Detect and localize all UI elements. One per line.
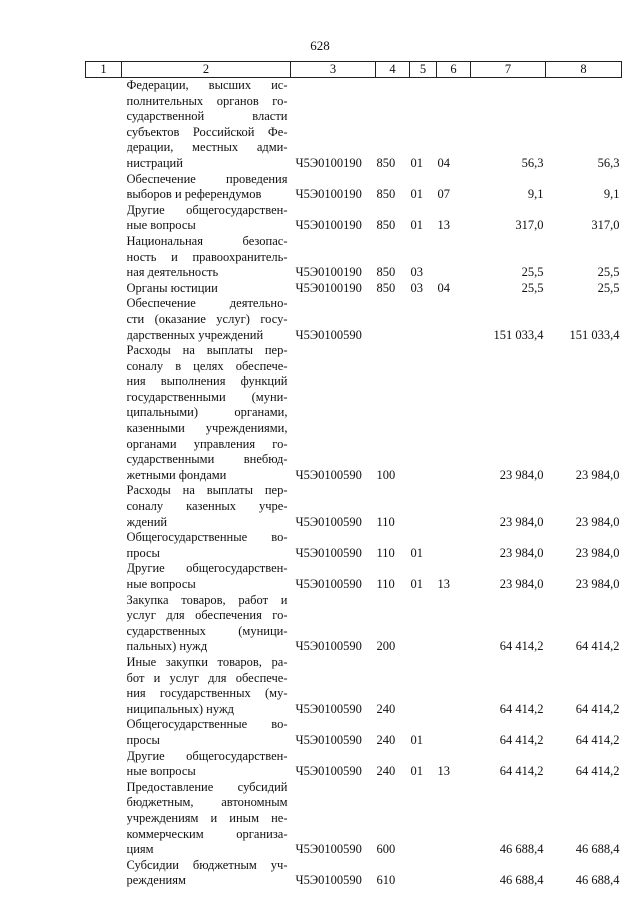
cell-empty (86, 561, 122, 592)
subsection-code (437, 234, 471, 281)
cell-empty (86, 172, 122, 203)
row-description (122, 717, 291, 748)
expense-type-code: 850 (376, 155, 396, 170)
subsection-code: 04 (437, 280, 450, 295)
subsection-code (437, 655, 471, 717)
description-line: соналу казенных учре- (126, 499, 288, 514)
description-line: ниципальных) нужд (126, 701, 234, 716)
expense-type-code: 850 (376, 280, 396, 295)
table-row (86, 203, 622, 234)
cell-empty (86, 234, 122, 281)
description-line: коммерческим организа- (126, 826, 288, 841)
amount-col7: 9,1 (527, 187, 544, 202)
amount-col7: 64 414,2 (499, 732, 544, 747)
cell-empty (86, 593, 122, 655)
amount-col7: 64 414,2 (499, 639, 544, 654)
target-article-code: Ч5Э0100590 (295, 467, 362, 482)
subsection-code (437, 296, 471, 343)
amount-col7: 46 688,4 (499, 842, 544, 857)
budget-table (85, 61, 622, 889)
description-line: выборов и референдумов (126, 187, 262, 202)
amount-col8: 64 414,2 (575, 732, 620, 747)
row-description (122, 483, 291, 530)
subsection-code: 13 (437, 218, 450, 233)
subsection-code (437, 343, 471, 483)
description-line: нистраций (126, 155, 183, 170)
description-line: Общегосударственные во- (126, 530, 288, 545)
section-code (410, 780, 437, 858)
amount-col7: 25,5 (521, 280, 544, 295)
description-line: сти (оказание услуг) госу- (126, 311, 288, 326)
target-article-code: Ч5Э0100190 (295, 155, 362, 170)
cell-empty (86, 780, 122, 858)
description-line: сударственными внебюд- (126, 452, 288, 467)
column-header: 6 (437, 62, 471, 78)
section-code: 03 (410, 280, 423, 295)
cell-empty (86, 749, 122, 780)
subsection-code: 04 (437, 155, 450, 170)
table-header-row (86, 62, 622, 78)
amount-col8: 23 984,0 (575, 514, 620, 529)
expense-type-code: 200 (376, 639, 396, 654)
row-description (122, 749, 291, 780)
amount-col8: 46 688,4 (575, 842, 620, 857)
cell-empty (86, 717, 122, 748)
section-code: 01 (410, 764, 423, 779)
expense-type-code: 600 (376, 842, 396, 857)
section-code: 03 (410, 265, 423, 280)
description-line: соналу в целях обеспече- (126, 358, 288, 373)
column-header: 3 (291, 62, 376, 78)
description-line: субъектов Российской Фе- (126, 124, 288, 139)
amount-col8: 317,0 (591, 218, 620, 233)
target-article-code: Ч5Э0100190 (295, 280, 362, 295)
target-article-code: Ч5Э0100590 (295, 701, 362, 716)
description-line: Общегосударственные во- (126, 717, 288, 732)
row-description (122, 234, 291, 281)
expense-type-code: 610 (376, 873, 396, 888)
description-line: Национальная безопас- (126, 233, 288, 248)
amount-col8: 25,5 (597, 280, 620, 295)
section-code (410, 343, 437, 483)
description-line: Субсидии бюджетным уч- (126, 857, 288, 872)
table-row (86, 296, 622, 343)
description-line: Федерации, высших ис- (126, 78, 288, 92)
amount-col7: 25,5 (521, 265, 544, 280)
row-description (122, 780, 291, 858)
column-header: 4 (376, 62, 410, 78)
cell-empty (86, 78, 122, 172)
amount-col7: 23 984,0 (499, 577, 544, 591)
subsection-code (437, 780, 471, 858)
description-line: бюджетным, автономным (126, 795, 288, 810)
table-row (86, 717, 622, 748)
description-line: Закупка товаров, работ и (126, 592, 288, 607)
subsection-code (437, 483, 471, 530)
table-row (86, 780, 622, 858)
description-line: ные вопросы (126, 764, 196, 779)
table-row (86, 858, 622, 889)
amount-col7: 56,3 (521, 155, 544, 170)
section-code (410, 593, 437, 655)
description-line: Другие общегосударствен- (126, 202, 288, 217)
target-article-code: Ч5Э0100190 (295, 265, 362, 280)
amount-col7: 23 984,0 (499, 545, 544, 560)
description-line: полнительных органов го- (126, 93, 288, 108)
row-description (122, 78, 291, 172)
cell-empty (86, 858, 122, 889)
page-number: 628 (310, 38, 330, 53)
subsection-code (437, 593, 471, 655)
description-line: Расходы на выплаты пер- (126, 343, 288, 358)
expense-type-code: 240 (376, 732, 396, 747)
column-header: 8 (546, 62, 622, 78)
description-line: Органы юстиции (126, 280, 218, 295)
amount-col8: 64 414,2 (575, 701, 620, 716)
table-row (86, 561, 622, 592)
amount-col8: 23 984,0 (575, 545, 620, 560)
section-code (410, 296, 437, 343)
description-line: просы (126, 732, 160, 747)
column-header: 7 (471, 62, 546, 78)
target-article-code: Ч5Э0100590 (295, 514, 362, 529)
description-line: Обеспечение проведения (126, 171, 288, 186)
description-line: ния государственных (му- (126, 686, 288, 701)
target-article-code: Ч5Э0100590 (295, 639, 362, 654)
cell-empty (86, 203, 122, 234)
target-article-code: Ч5Э0100590 (295, 327, 362, 342)
row-description (122, 561, 291, 592)
amount-col7: 23 984,0 (499, 467, 544, 482)
row-description (122, 343, 291, 483)
cell-empty (86, 530, 122, 561)
target-article-code: Ч5Э0100590 (295, 577, 362, 591)
expense-type-code: 100 (376, 467, 396, 482)
table-row (86, 343, 622, 483)
description-line: Другие общегосударствен- (126, 561, 288, 576)
section-code: 01 (410, 545, 423, 560)
section-code: 01 (410, 218, 423, 233)
target-article-code: Ч5Э0100590 (295, 764, 362, 779)
amount-col8: 64 414,2 (575, 639, 620, 654)
description-line: казенными учреждениями, (126, 421, 288, 436)
amount-col7: 23 984,0 (499, 514, 544, 529)
description-line: услуг для обеспечения го- (126, 608, 288, 623)
row-description (122, 203, 291, 234)
amount-col8: 23 984,0 (575, 577, 620, 591)
row-description (122, 296, 291, 343)
description-line: Обеспечение деятельно- (126, 296, 288, 311)
row-description (122, 593, 291, 655)
description-line: органами управления го- (126, 436, 288, 451)
amount-col8: 64 414,2 (575, 764, 620, 779)
section-code (410, 655, 437, 717)
table-row (86, 234, 622, 281)
expense-type-code: 110 (376, 545, 395, 560)
subsection-code (437, 858, 471, 889)
description-line: просы (126, 545, 160, 560)
description-line: жетными фондами (126, 467, 227, 482)
target-article-code: Ч5Э0100590 (295, 842, 362, 857)
row-description (122, 858, 291, 889)
description-line: Иные закупки товаров, ра- (126, 654, 288, 669)
expense-type-code: 850 (376, 187, 396, 202)
table-row (86, 655, 622, 717)
amount-col7: 64 414,2 (499, 764, 544, 779)
description-line: ципальными) органами, (126, 405, 288, 420)
subsection-code: 07 (437, 187, 450, 202)
table-row (86, 172, 622, 203)
cell-empty (86, 281, 122, 297)
amount-col7: 46 688,4 (499, 873, 544, 888)
cell-empty (86, 655, 122, 717)
description-line: бот и услуг для обеспече- (126, 670, 288, 685)
cell-empty (86, 343, 122, 483)
description-line: дарственных учреждений (126, 327, 264, 342)
amount-col7: 317,0 (515, 218, 544, 233)
section-code: 01 (410, 577, 423, 591)
description-line: ные вопросы (126, 218, 196, 233)
expense-type-code: 110 (376, 577, 395, 591)
subsection-code (437, 530, 471, 561)
expense-type-code: 850 (376, 218, 396, 233)
amount-col7: 151 033,4 (493, 327, 544, 342)
description-line: Другие общегосударствен- (126, 748, 288, 763)
target-article-code: Ч5Э0100590 (295, 873, 362, 888)
expense-type-code: 850 (376, 265, 396, 280)
description-line: сударственной власти (126, 109, 288, 124)
table-body (86, 78, 622, 889)
column-header: 2 (122, 62, 291, 78)
row-description (122, 172, 291, 203)
table-row (86, 78, 622, 172)
row-description (122, 530, 291, 561)
amount-col8: 9,1 (603, 187, 620, 202)
target-article-code: Ч5Э0100190 (295, 187, 362, 202)
description-line: ность и правоохранитель- (126, 249, 288, 264)
cell-empty (86, 296, 122, 343)
section-code (410, 483, 437, 530)
description-line: Расходы на выплаты пер- (126, 483, 288, 498)
section-code: 01 (410, 732, 423, 747)
section-code: 01 (410, 155, 423, 170)
expense-type-code (376, 296, 410, 343)
description-line: пальных) нужд (126, 639, 208, 654)
description-line: государственными (муни- (126, 389, 288, 404)
table-row (86, 530, 622, 561)
column-header: 1 (86, 62, 122, 78)
target-article-code: Ч5Э0100190 (295, 218, 362, 233)
table-row (86, 749, 622, 780)
cell-empty (86, 483, 122, 530)
expense-type-code: 240 (376, 701, 396, 716)
amount-col8: 56,3 (597, 155, 620, 170)
description-line: ждений (126, 514, 168, 529)
subsection-code: 13 (437, 764, 450, 779)
description-line: ная деятельность (126, 265, 219, 280)
amount-col7: 64 414,2 (499, 701, 544, 716)
description-line: циям (126, 842, 154, 857)
amount-col8: 25,5 (597, 265, 620, 280)
description-line: реждениям (126, 873, 186, 888)
amount-col8: 46 688,4 (575, 873, 620, 888)
table-row (86, 483, 622, 530)
amount-col8: 23 984,0 (575, 467, 620, 482)
section-code: 01 (410, 187, 423, 202)
column-header: 5 (410, 62, 437, 78)
expense-type-code: 240 (376, 764, 396, 779)
description-line: Предоставление субсидий (126, 779, 288, 794)
description-line: ные вопросы (126, 577, 196, 591)
table-row (86, 281, 622, 297)
expense-type-code: 110 (376, 514, 395, 529)
row-description (122, 281, 291, 297)
description-line: ния выполнения функций (126, 374, 288, 389)
target-article-code: Ч5Э0100590 (295, 732, 362, 747)
subsection-code: 13 (437, 577, 450, 591)
subsection-code (437, 717, 471, 748)
target-article-code: Ч5Э0100590 (295, 545, 362, 560)
description-line: сударственных (муници- (126, 623, 288, 638)
description-line: дерации, местных адми- (126, 140, 288, 155)
section-code (410, 858, 437, 889)
amount-col8: 151 033,4 (569, 327, 620, 342)
description-line: учреждениям и иным не- (126, 810, 288, 825)
table-row (86, 593, 622, 655)
row-description (122, 655, 291, 717)
